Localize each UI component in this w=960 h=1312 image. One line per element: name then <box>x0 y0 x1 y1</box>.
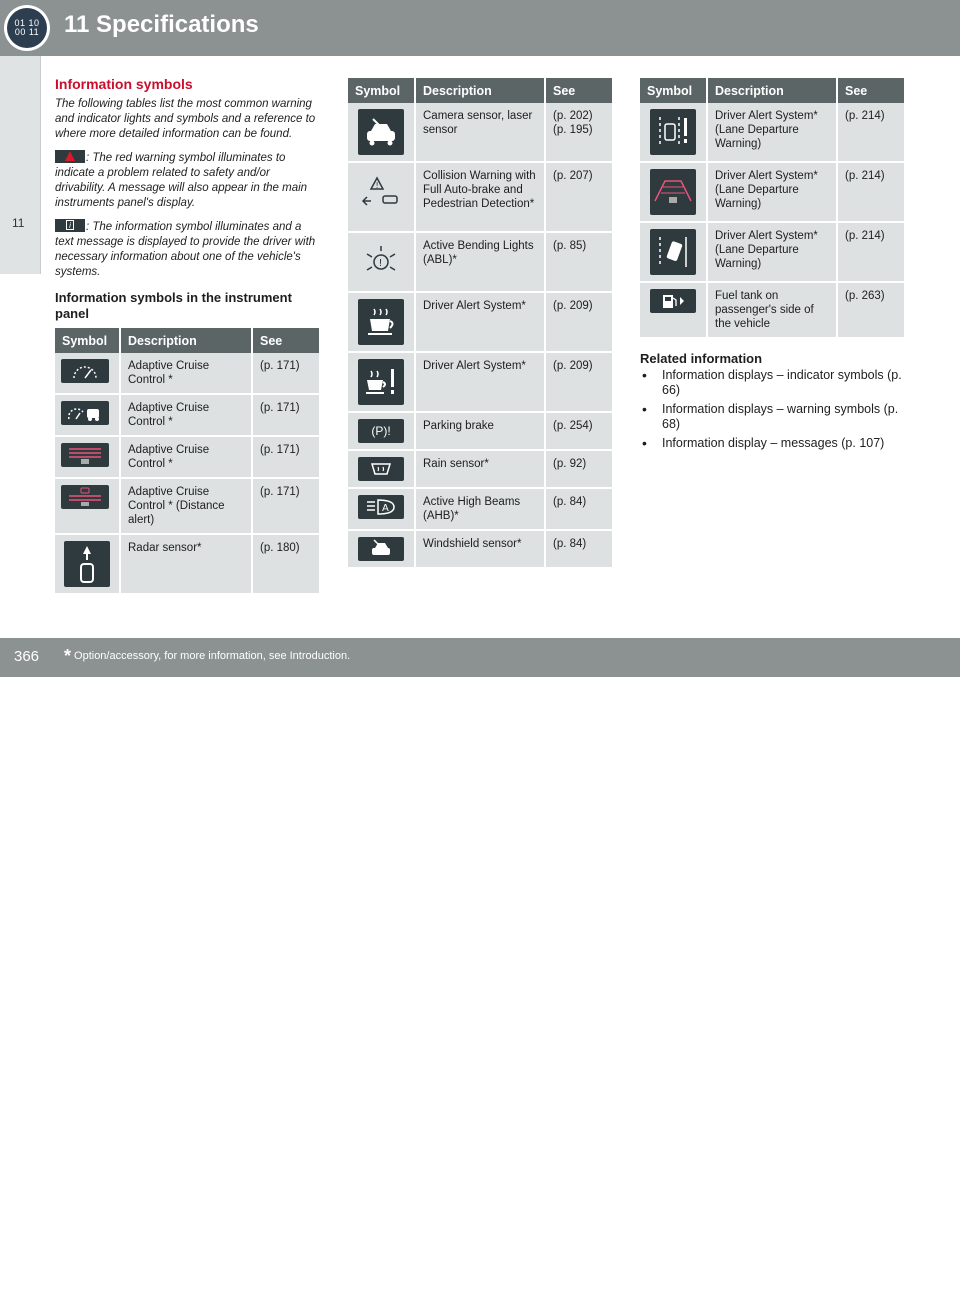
svg-text:!: ! <box>375 181 379 190</box>
row-description: Radar sensor* <box>121 535 253 595</box>
row-see-ref[interactable]: (p. 171) <box>253 437 319 479</box>
header-see: See <box>546 78 612 103</box>
row-description: Driver Alert System* (Lane Departure Warning) <box>708 223 838 283</box>
header-symbol: Symbol <box>55 328 121 353</box>
table-row <box>55 437 319 479</box>
row-description: Collision Warning with Full Auto-brake and Pedestrian Detection* <box>416 163 546 233</box>
row-description: Fuel tank on passenger's side of the vehicle <box>708 283 838 339</box>
row-description: Adaptive Cruise Control * <box>121 353 253 395</box>
table-row <box>348 163 612 233</box>
row-description: Active High Beams (AHB)* <box>416 489 546 531</box>
table-subheading: Information symbols in the instrument panel <box>55 290 292 321</box>
distance-alert-icon <box>61 485 109 509</box>
table-row <box>348 451 612 489</box>
speedometer-car-icon <box>61 401 109 425</box>
row-see-ref[interactable]: (p. 209) <box>546 293 612 353</box>
column-2 <box>348 78 612 569</box>
badge-line-1: 01 10 <box>14 18 40 28</box>
column-3 <box>640 78 904 455</box>
chapter-title: 11 Specifications <box>64 11 259 38</box>
badge-line-2: 00 11 <box>14 27 40 37</box>
row-see-ref[interactable]: (p. 254) <box>546 413 612 451</box>
lane-departure-alert-icon <box>650 109 696 155</box>
row-description: Adaptive Cruise Control * (Distance alert) <box>121 479 253 535</box>
camera-sensor-icon <box>358 109 404 155</box>
row-description: Driver Alert System* <box>416 293 546 353</box>
table-row <box>55 395 319 437</box>
header-see: See <box>838 78 904 103</box>
row-see-ref[interactable]: (p. 214) <box>838 103 904 163</box>
footnote-star: * <box>64 646 72 666</box>
table-row <box>348 413 612 451</box>
header-description: Description <box>416 78 546 103</box>
symbol-table-3 <box>640 78 904 339</box>
table-row <box>640 163 904 223</box>
table-row <box>640 103 904 163</box>
page-footer <box>0 638 960 1311</box>
table-row <box>348 293 612 353</box>
row-description: Driver Alert System* (Lane Departure Warning) <box>708 163 838 223</box>
side-tab-label: 11 <box>12 216 25 230</box>
svg-text:!: ! <box>378 258 383 269</box>
coffee-cup-icon <box>358 299 404 345</box>
chapter-side-tab[interactable] <box>0 56 41 274</box>
row-see-ref[interactable]: (p. 263) <box>838 283 904 339</box>
row-see-ref[interactable]: (p. 214) <box>838 163 904 223</box>
windshield-sensor-icon <box>358 537 404 561</box>
table-header-row <box>348 78 612 103</box>
related-link[interactable]: • Information displays – warning symbols (p. 68) <box>640 402 904 432</box>
parking-brake-icon: (P)! <box>358 419 404 443</box>
row-description: Driver Alert System* (Lane Departure Warning) <box>708 103 838 163</box>
table-row <box>55 479 319 535</box>
symbol-table-1 <box>55 328 319 595</box>
row-see-ref[interactable]: (p. 202) (p. 195) <box>546 103 612 163</box>
distance-bars-icon <box>61 443 109 467</box>
warning-symbol-paragraph: : The red warning symbol illuminates to indicate a problem related to safety and/or drivability. A message will also appear in the main instruments panel's display. <box>55 152 308 209</box>
row-description: Rain sensor* <box>416 451 546 489</box>
table-header-row <box>55 328 319 353</box>
row-see-ref[interactable]: (p. 171) <box>253 353 319 395</box>
header-see: See <box>253 328 319 353</box>
row-see-ref[interactable]: (p. 171) <box>253 479 319 535</box>
row-description: Active Bending Lights (ABL)* <box>416 233 546 293</box>
lane-departure-red-icon <box>650 169 696 215</box>
page-number: 366 <box>14 648 40 665</box>
related-list <box>640 368 904 451</box>
row-description: Adaptive Cruise Control * <box>121 395 253 437</box>
column-1 <box>55 76 319 595</box>
watermark-text: carmanualsonline.info <box>560 1286 794 1311</box>
header-description: Description <box>708 78 838 103</box>
intro-paragraph: The following tables list the most common warning and indicator lights and symbols and a reference to where more detailed information can be found. <box>55 98 316 140</box>
row-see-ref[interactable]: (p. 180) <box>253 535 319 595</box>
collision-warning-icon <box>358 169 404 215</box>
row-description: Windshield sensor* <box>416 531 546 569</box>
table-row <box>348 103 612 163</box>
table-row <box>348 489 612 531</box>
table-row <box>55 353 319 395</box>
header-symbol: Symbol <box>348 78 416 103</box>
row-description: Driver Alert System* <box>416 353 546 413</box>
row-see-ref[interactable]: (p. 171) <box>253 395 319 437</box>
row-description: Adaptive Cruise Control * <box>121 437 253 479</box>
high-beam-icon <box>358 495 404 519</box>
red-warning-icon <box>55 150 85 163</box>
row-see-ref[interactable]: (p. 84) <box>546 489 612 531</box>
symbol-table-2 <box>348 78 612 569</box>
row-see-ref[interactable]: (p. 214) <box>838 223 904 283</box>
related-link[interactable]: • Information displays – indicator symbols (p. 66) <box>640 368 904 398</box>
information-icon: i <box>55 219 85 232</box>
related-link[interactable]: • Information display – messages (p. 107) <box>640 436 904 451</box>
coffee-cup-alert-icon <box>358 359 404 405</box>
radar-sensor-icon <box>64 541 110 587</box>
row-description: Parking brake <box>416 413 546 451</box>
table-row <box>348 233 612 293</box>
svg-text:A: A <box>382 503 389 514</box>
related-information <box>640 351 904 451</box>
table-row <box>348 353 612 413</box>
header-description: Description <box>121 328 253 353</box>
row-description: Camera sensor, laser sensor <box>416 103 546 163</box>
table-header-row <box>640 78 904 103</box>
page-header <box>0 0 960 56</box>
row-see-ref[interactable]: (p. 207) <box>546 163 612 233</box>
related-title: Related information <box>640 351 763 366</box>
row-see-ref[interactable]: (p. 209) <box>546 353 612 413</box>
header-symbol: Symbol <box>640 78 708 103</box>
row-see-ref[interactable]: (p. 85) <box>546 233 612 293</box>
lane-departure-car-icon <box>650 229 696 275</box>
footer-note: * Option/accessory, for more information, see Introduction. <box>64 646 351 666</box>
section-title: Information symbols <box>55 76 193 92</box>
speedometer-icon <box>61 359 109 383</box>
fuel-tank-side-icon <box>650 289 696 313</box>
table-row <box>55 535 319 595</box>
info-symbol-paragraph: i : The information symbol illuminates and a text message is displayed to provide the driver with necessary information about one of the vehicle's systems. <box>55 221 316 278</box>
row-see-ref[interactable]: (p. 84) <box>546 531 612 569</box>
table-row <box>348 531 612 569</box>
rain-sensor-icon <box>358 457 404 481</box>
table-row <box>640 283 904 339</box>
bending-lights-icon <box>358 239 404 285</box>
chapter-badge-icon <box>4 5 50 51</box>
table-row <box>640 223 904 283</box>
row-see-ref[interactable]: (p. 92) <box>546 451 612 489</box>
